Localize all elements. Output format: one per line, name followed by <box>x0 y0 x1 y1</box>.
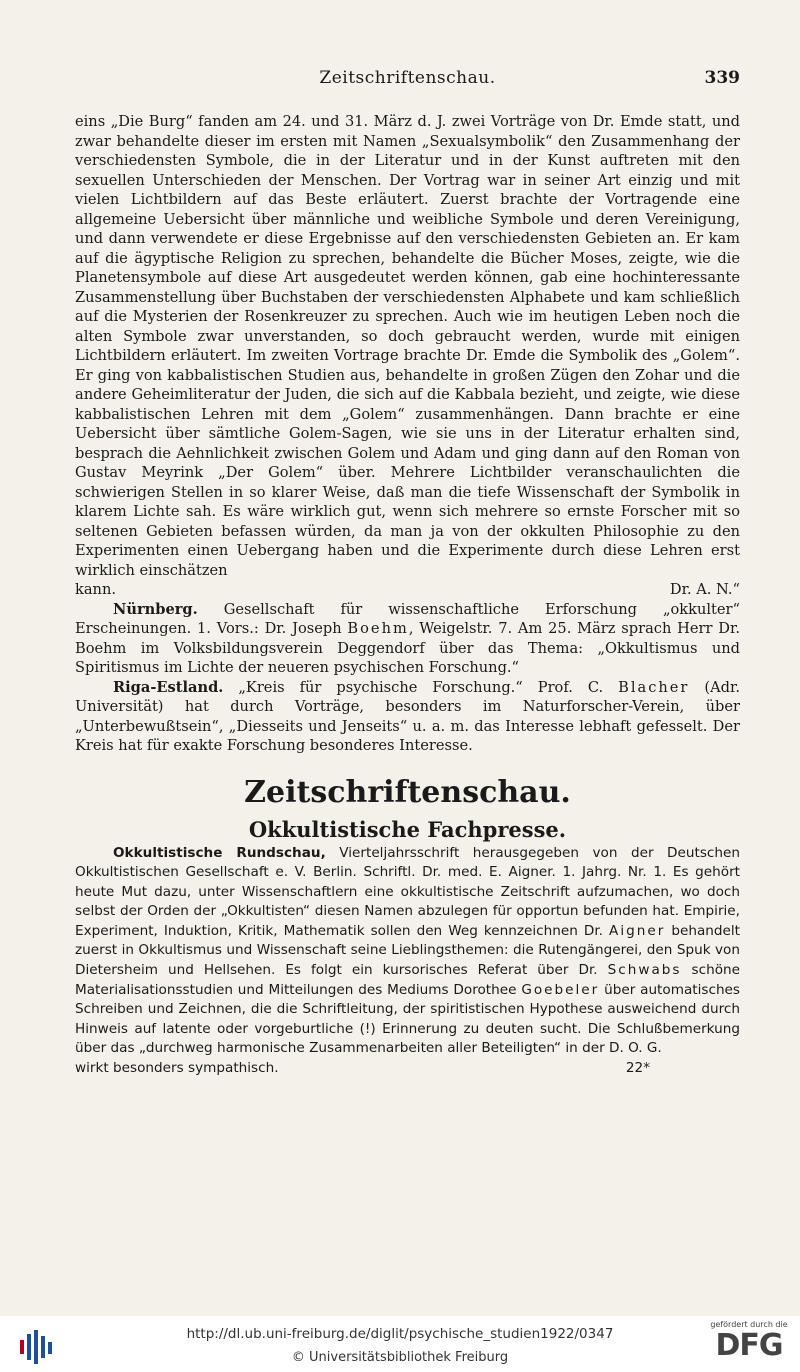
permalink-url[interactable]: http://dl.ub.uni-freiburg.de/diglit/psychische_studien1922/0347 <box>186 1326 614 1342</box>
paragraph-riga <box>75 678 740 756</box>
nuernberg-text-b: , Weigelstr. 7. Am 25. März sprach Herr Dr. Boehm im Volksbildungsverein Deggendorf über das Thema: „Okkultismus und Spiritismus im Lichte der neueren psychischen Forschung.“ <box>75 620 740 676</box>
riga-text-b: (Adr. Universität) hat durch Vorträge, besonders im Naturforscher-Verein, über „Unterbewußtsein“, „Diesseits und Jenseits“ u. a. m. das Interesse lebhaft gefesselt. Der Kreis hat für exakte Forschung besonderes Interesse. <box>75 678 740 754</box>
running-title: Zeitschriftenschau. <box>319 68 496 88</box>
nuernberg-name: Boehm <box>347 620 409 637</box>
paragraph-last-word: kann. <box>75 581 116 598</box>
copyright-notice: © Universitätsbibliothek Freiburg <box>291 1350 509 1365</box>
review-last-line: wirkt besonders sympathisch. <box>75 1060 279 1077</box>
review-heading: Okkultistische Rundschau, <box>113 844 326 861</box>
dfg-note: gefördert durch die <box>710 1320 788 1329</box>
page-number: 339 <box>704 68 740 88</box>
review-text-1: Vierteljahrsschrift herausgegeben von der Deutschen Okkultistischen Gesellschaft e. V. Berlin. Schriftl. Dr. med. E. Aigner. 1. Jahrg. Nr. 1. Es gehört heute Mut dazu, unter Wissenschaftlern eine okkultistische Zeitschrift aufzumachen, wo doch selbst der Orden der „Okkultisten“ diesen Namen abzulegen für opportun befunden hat. Empirie, Experiment, Induktion, Kritik, Mathematik sollen den Weg kennzeichnen Dr. <box>75 844 740 939</box>
sheet-signature-mark: 22* <box>625 1060 650 1077</box>
viewer-footer <box>0 1316 800 1372</box>
paragraph-vortraege: eins „Die Burg“ fanden am 24. und 31. März d. J. zwei Vorträge von Dr. Emde statt, und zwar behandelte dieser im ersten mit Namen „Sexualsymbolik“ den Zusammenhang der verschiedensten Symbole, die in der Literatur und in der Kunst auftreten mit den sexuellen Unterschieden der Menschen. Der Vortrag war in seiner Art einzig und mit vielen Lichtbildern auf das Beste erläutert. Zuerst brachte der Vortragende eine allgemeine Uebersicht über männliche und weibliche Symbole und deren Vereinigung, und dann verwendete er diese Ergebnisse auf den verschiedensten Gebieten an. Er kam auf die ägyptische Religion zu sprechen, behandelte die Bücher Moses, zeigte, wie die Planetensymbole auf diese Art ausgedeutet werden können, gab eine hochinteressante Zusammenstellung über Buchstaben der verschiedensten Alphabete und kam schließlich auf die Mysterien der Rosenkreuzer zu sprechen. Auch wie im heutigen Leben noch die alten Symbole zwar unverstanden, so doch gebraucht werden, wurde mit einigen Lichtbildern erläutert. Im zweiten Vortrage brachte Dr. Emde die Symbolik des „Golem“. Er ging von kabbalistischen Studien aus, behandelte in großen Zügen den Zohar und die andere Geheimliteratur der Juden, die sich auf die Kabbala bezieht, und zeigte, wie diese kabbalistischen Lehren mit dem „Golem“ zusammenhängen. Dann brachte er eine Uebersicht über sämtliche Golem-Sagen, wie sie uns in der Literatur erhalten sind, besprach die Aehnlichkeit zwischen Golem und Adam und ging dann auf den Roman von Gustav Meyrink „Der Golem“ über. Mehrere Lichtbilder veranschaulichten die schwierigen Stellen in so klarer Weise, daß man die tiefe Wissenschaft der Symbolik in klarem Lichte sah. Es wäre wirklich gut, wenn sich mehrere so ernste Forscher mit so seltenen Gebieten befassen würden, da man ja von der okkulten Philosophie zu den Experimenten einen Uebergang haben und die Experimente durch diese Lehren erst wirklich einschätzen <box>75 113 740 579</box>
section-title: Zeitschriftenschau. <box>244 774 571 810</box>
riga-name: Blacher <box>618 678 690 696</box>
nuernberg-heading: Nürnberg. <box>113 600 198 618</box>
riga-text-a: „Kreis für psychische Forschung.“ Prof. C. <box>223 678 619 696</box>
review-closing-line <box>75 1059 740 1079</box>
page-header <box>75 68 740 94</box>
review-name-goebeler: Goebeler <box>521 981 600 998</box>
dfg-mark: DFG <box>715 1328 783 1363</box>
paragraph-nuernberg <box>75 600 740 678</box>
paragraph-closing-line <box>75 580 740 600</box>
page-body <box>75 112 740 1079</box>
review-paragraph <box>75 844 740 1060</box>
subsection-title: Okkultistische Fachpresse. <box>248 816 567 842</box>
review-name-aigner: Aigner <box>609 922 666 939</box>
review-text-3: schöne Materialisationsstudien und Mitteilungen des Mediums Dorothee <box>75 962 740 998</box>
nuernberg-text-a: Gesellschaft für wissenschaftliche Erforschung „okkulter“ Erscheinungen. 1. Vors.: Dr. Joseph <box>75 600 740 637</box>
riga-heading: Riga-Estland. <box>113 678 224 696</box>
author-signature: Dr. A. N.“ <box>669 581 740 598</box>
dfg-logo <box>708 1320 790 1370</box>
review-text-2: behandelt zuerst in Okkultismus und Wissenschaft seine Lieblingsthemen: die Rutengängerei, den Spuk von Dietersheim und Hellsehen. Es folgt ein kursorisches Referat über Dr. <box>75 922 740 979</box>
review-name-schwab: Schwabs <box>607 962 682 979</box>
review-text-4: über automatisches Schreiben und Zeichnen, die die Schriftleitung, der spiritistischen Hypothese ausweichend durch Hinweis auf latente oder vorgeburtliche (!) Erinnerung zu deuten sucht. Die Schlußbemerkung über das „durchweg harmonische Zusammenarbeiten aller Beteiligten“ in der D. O. G. <box>75 981 741 1057</box>
